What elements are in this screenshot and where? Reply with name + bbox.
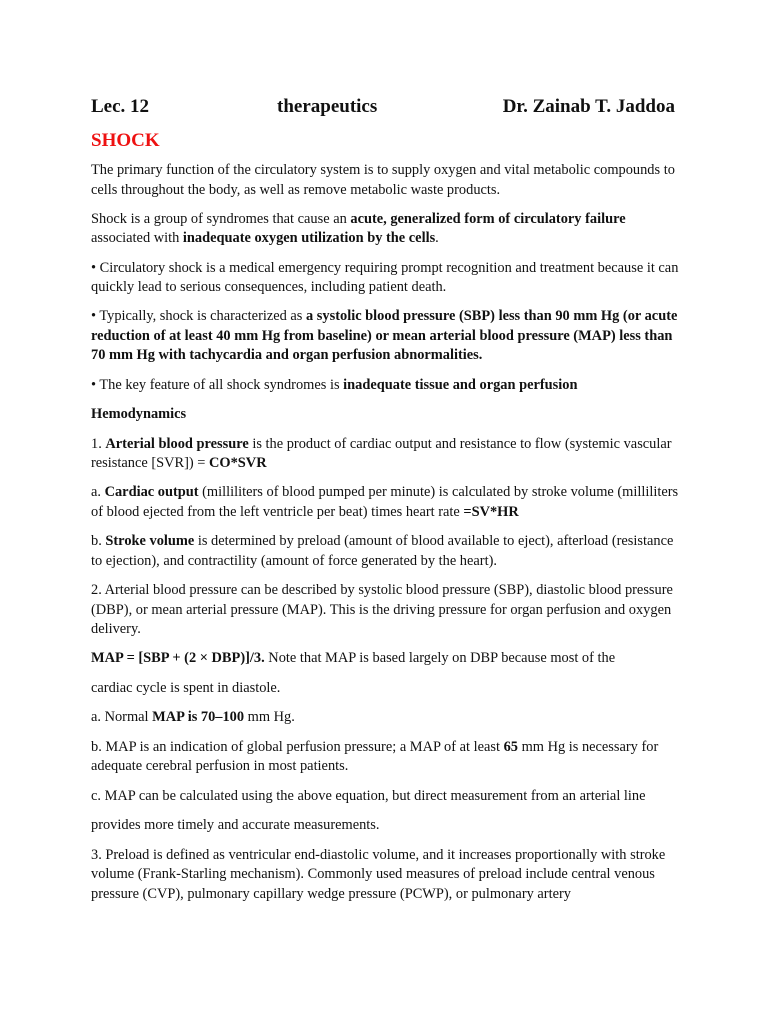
subject-name: therapeutics	[277, 96, 378, 117]
item-cardiac-output: a. Cardiac output (milliliters of blood pumped per minute) is calculated by stroke volume (milliliters of blood ejected from the left ventricle per beat) times heart rate =SV*HR	[91, 484, 679, 520]
page-title: SHOCK	[91, 130, 160, 151]
document-body	[91, 161, 681, 914]
item-map-calculation: c. MAP can be calculated using the above equation, but direct measurement from an arterial line	[91, 787, 646, 804]
item-bp-description: 2. Arterial blood pressure can be described by systolic blood pressure (SBP), diastolic blood pressure (DBP), or mean arterial pressure (MAP). This is the driving pressure for organ perfusion and oxygen delivery.	[91, 582, 673, 638]
author-name: Dr. Zainab T. Jaddoa	[502, 96, 675, 117]
map-formula-continuation: cardiac cycle is spent in diastole.	[91, 679, 281, 696]
bullet-key-feature: • The key feature of all shock syndromes is inadequate tissue and organ perfusion	[91, 376, 578, 393]
item-stroke-volume: b. Stroke volume is determined by preload (amount of blood available to eject), afterload (resistance to ejection), and contractility (amount of force generated by the heart).	[91, 533, 674, 569]
bullet-medical-emergency: • Circulatory shock is a medical emergency requiring prompt recognition and treatment because it can quickly lead to serious consequences, including patient death.	[91, 259, 679, 296]
item-map-calculation-continuation: provides more timely and accurate measurements.	[91, 817, 380, 834]
item-preload: 3. Preload is defined as ventricular end-diastolic volume, and it increases proportionally with stroke volume (Frank-Starling mechanism). Commonly used measures of preload include central venous pressure (CVP), pulmonary capillary wedge pressure (PCWP), or pulmonary artery	[91, 846, 666, 902]
section-heading-hemodynamics: Hemodynamics	[91, 406, 187, 423]
page-header	[91, 94, 679, 120]
bullet-shock-criteria: • Typically, shock is characterized as a systolic blood pressure (SBP) less than 90 mm Hg (or acute reduction of at least 40 mm Hg from baseline) or mean arterial blood pressure (MAP) less than 70 mm Hg with tachycardia and organ perfusion abnormalities.	[91, 308, 678, 364]
item-map-perfusion: b. MAP is an indication of global perfusion pressure; a MAP of at least 65 mm Hg is necessary for adequate cerebral perfusion in most patients.	[91, 738, 659, 775]
item-arterial-blood-pressure: 1. Arterial blood pressure is the product of cardiac output and resistance to flow (systemic vascular resistance [SVR]) = CO*SVR	[91, 435, 672, 472]
item-normal-map: a. Normal MAP is 70–100 mm Hg.	[91, 709, 295, 726]
paragraph-shock-definition: Shock is a group of syndromes that cause an acute, generalized form of circulatory failure associated with inadequate oxygen utilization by the cells.	[91, 210, 626, 247]
map-formula-line: MAP = [SBP + (2 × DBP)]/3. Note that MAP is based largely on DBP because most of the	[91, 650, 616, 667]
lecture-number: Lec. 12	[91, 96, 150, 117]
paragraph-circulatory-function: The primary function of the circulatory system is to supply oxygen and vital metabolic compounds to cells throughout the body, as well as remove metabolic waste products.	[91, 162, 675, 198]
